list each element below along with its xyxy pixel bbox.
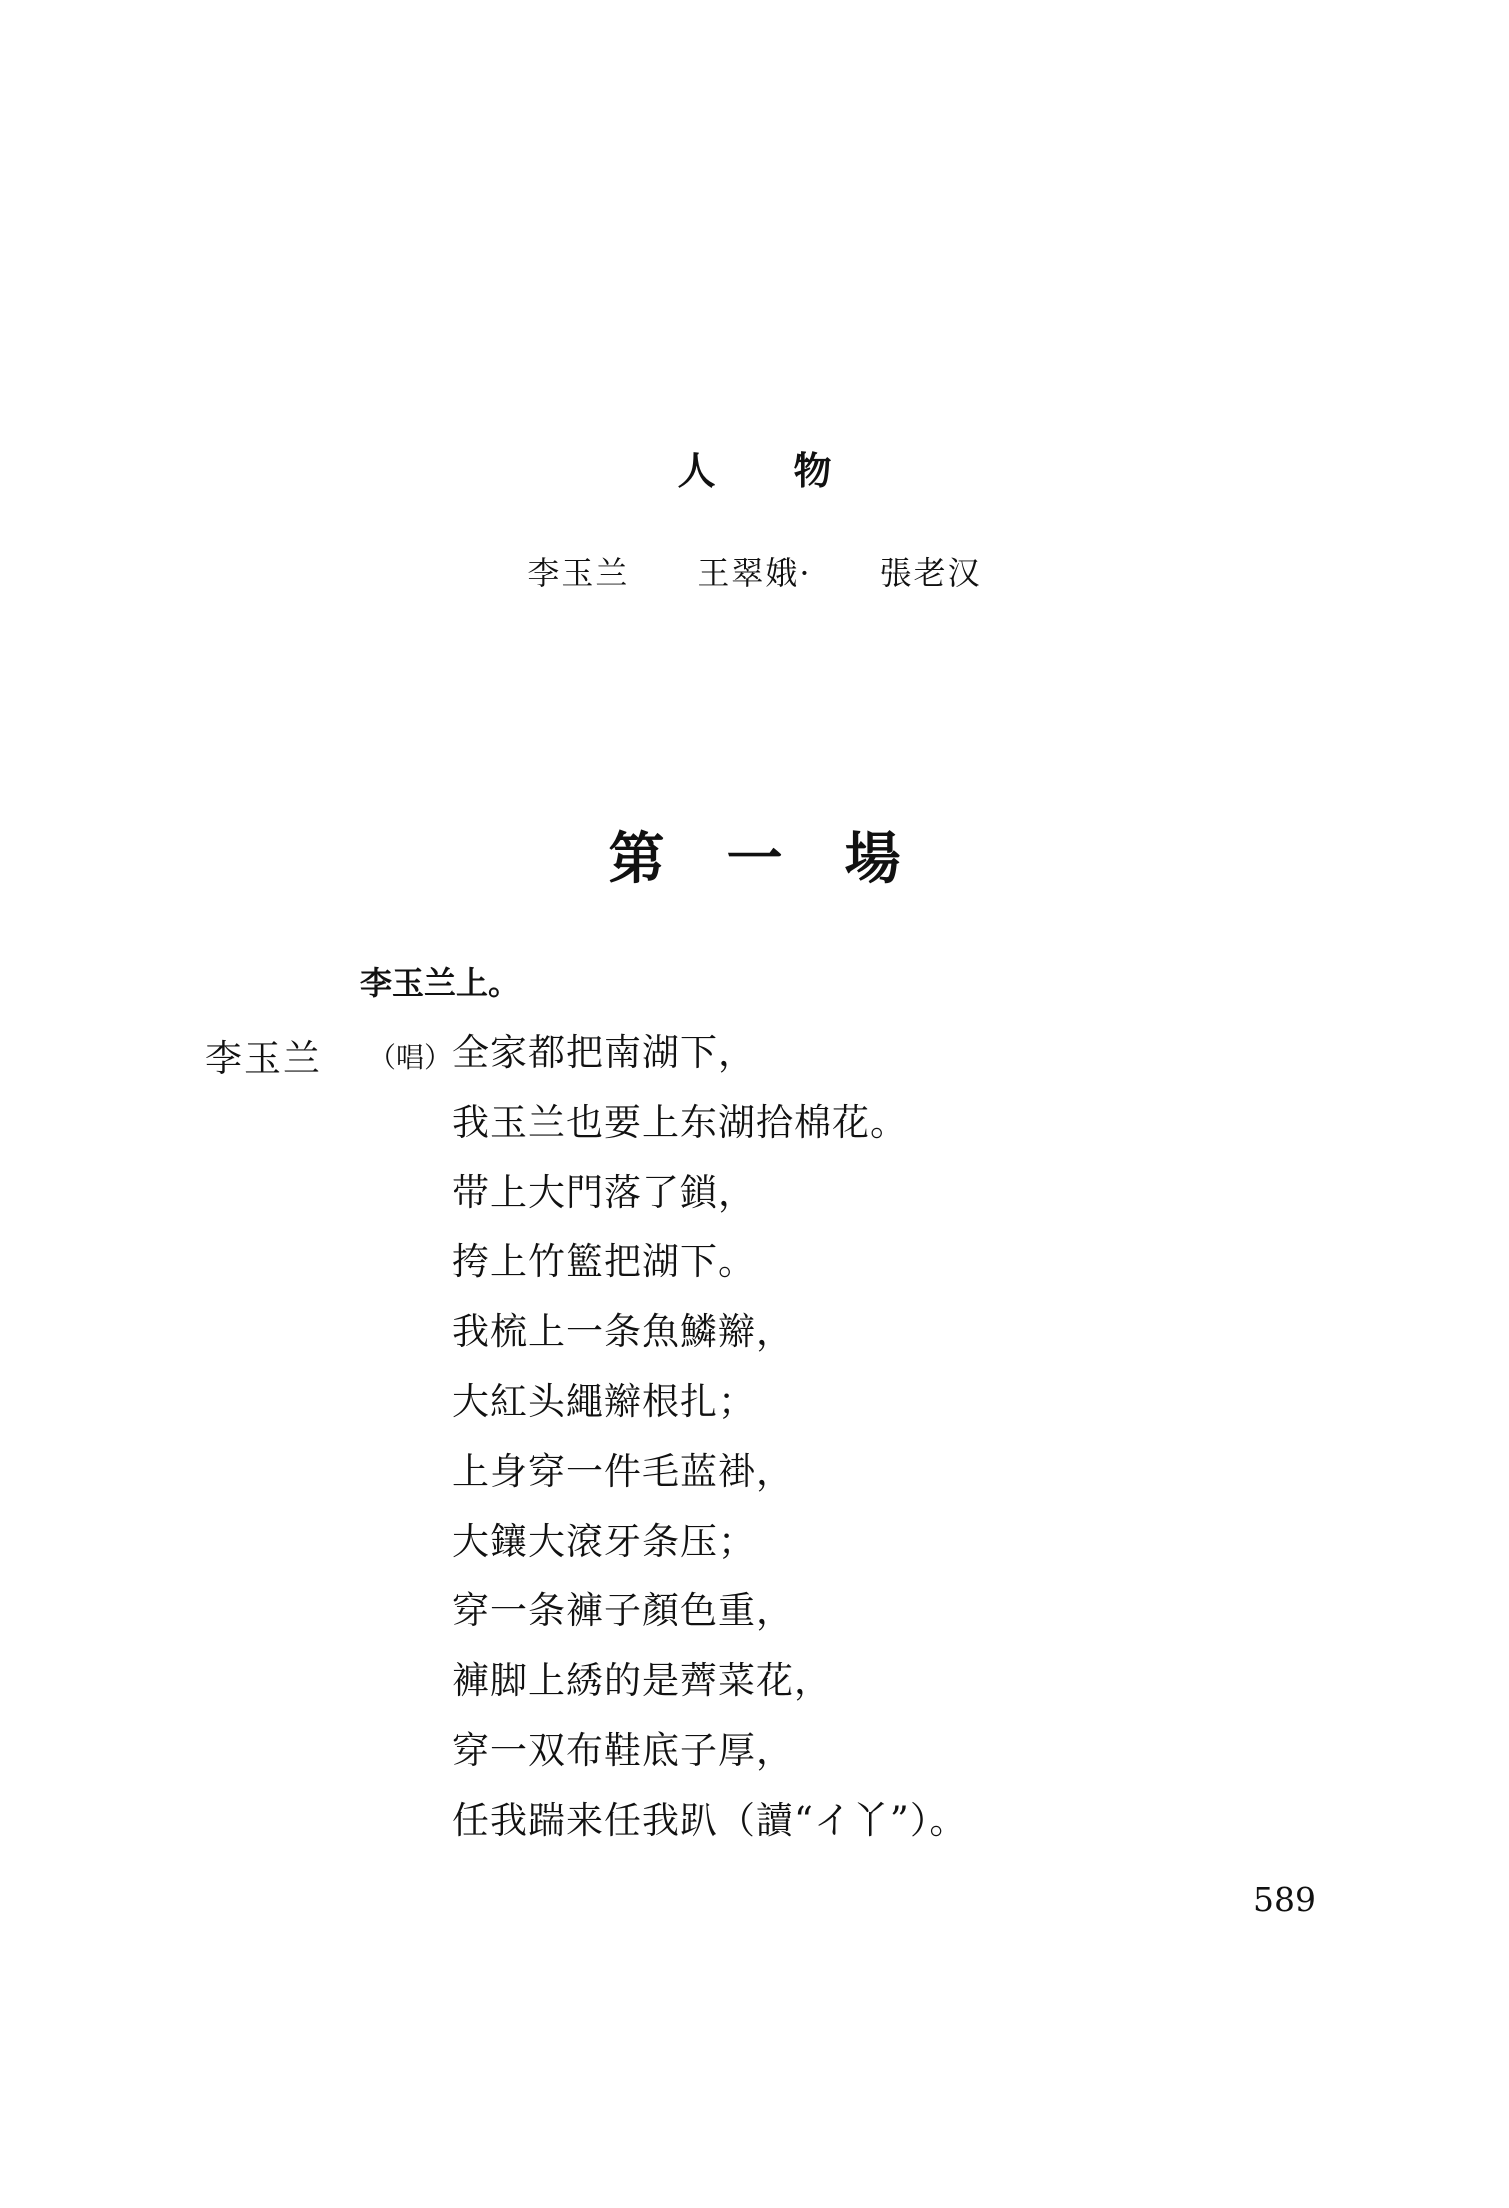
lyric-line: 任我踹来任我趴（讀“イ丫”）。 — [452, 1798, 968, 1842]
character-list — [0, 548, 1509, 594]
lyric-line: 褲脚上綉的是薺菜花， — [452, 1659, 832, 1703]
lyric-line: 穿一条褲子顏色重， — [452, 1589, 794, 1633]
lyric-line: 大紅头繩辮根扎； — [452, 1379, 756, 1423]
lyric-line: 带上大門落了鎖， — [452, 1170, 756, 1214]
lyric-line: 穿一双布鞋底子厚， — [452, 1728, 794, 1772]
character-name: 張老汉 — [879, 554, 982, 592]
lyric-line: 我玉兰也要上东湖拾棉花。 — [452, 1100, 908, 1144]
character-name: 李玉兰 — [527, 554, 630, 592]
characters-heading: 人物 — [677, 449, 910, 493]
scene-title: 第一場 — [608, 826, 963, 892]
singing-cue: （唱） — [368, 1041, 453, 1074]
character-name: 王翠娥· — [697, 554, 812, 592]
page-number: 589 — [1253, 1880, 1316, 1919]
lyric-line: 挎上竹籃把湖下。 — [452, 1240, 756, 1284]
lyric-line: 上身穿一件毛蓝褂， — [452, 1449, 794, 1493]
speaker-name: 李玉兰 — [205, 1037, 322, 1080]
lyrics-block — [452, 1028, 967, 1866]
stage-direction: 李玉兰上。 — [360, 964, 521, 1002]
lyric-line: 大鑲大滾牙条压； — [452, 1519, 756, 1563]
lyric-line: 我梳上一条魚鱗辮， — [452, 1310, 794, 1354]
lyric-line: 全家都把南湖下， — [452, 1031, 756, 1074]
